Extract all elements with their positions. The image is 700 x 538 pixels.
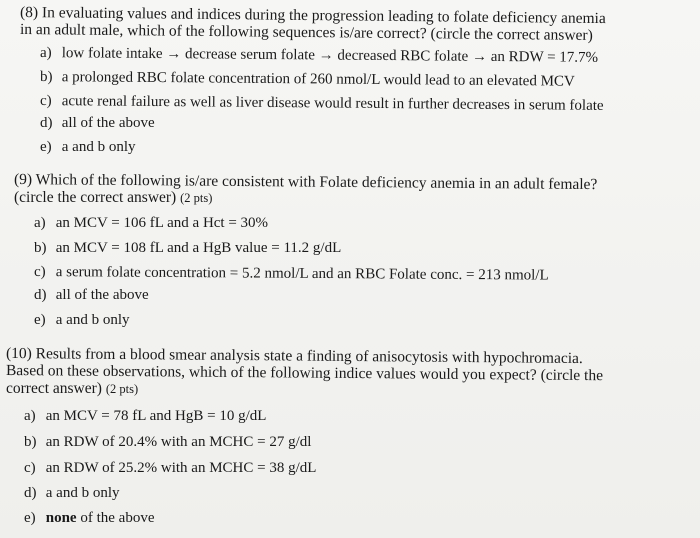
q8-option-c [40, 92, 604, 115]
q8-option-a [40, 44, 598, 67]
option-text: all of the above [55, 287, 149, 303]
q10-option-e [24, 509, 154, 527]
q9-points: (2 pts) [180, 191, 213, 205]
q10-option-d [24, 484, 119, 502]
q10-stem-line3: correct answer) [6, 380, 102, 397]
option-label: b) [39, 69, 53, 86]
q8-number: (8) [19, 4, 39, 22]
option-label: d) [34, 287, 47, 303]
q8-stem-line1: In evaluating values and indices during the progression leading to folate deficiency anemia [41, 4, 606, 28]
q10-line3 [6, 380, 138, 398]
q8-option-e [40, 138, 135, 156]
q10-option-b [24, 433, 311, 451]
option-text: acute renal failure as well as liver disease would result in further decreases in serum folate [61, 93, 604, 114]
option-text: a prolonged RBC folate concentration of 260 nmol/L would lead to an elevated MCV [61, 69, 575, 90]
q10-number: (10) [5, 345, 32, 363]
option-label: b) [34, 240, 47, 256]
option-text: a and b only [45, 485, 120, 501]
option-text: an MCV = 78 fL and HgB = 10 g/dL [45, 408, 267, 424]
option-text: an RDW of 20.4% with an MCHC = 27 g/dl [45, 434, 312, 450]
option-text: a and b only [61, 139, 136, 155]
option-text: of the above [76, 510, 155, 526]
option-text: a and b only [55, 312, 130, 328]
option-text: a serum folate concentration = 5.2 nmol/L and an RBC Folate conc. = 213 nmol/L [55, 264, 549, 284]
option-text: low folate intake → decrease serum folate → decreased RBC folate → an RDW = 17.7% [61, 45, 599, 66]
q10-stem-line2: Based on these observations, which of the following indice values would you expect? (circle the [5, 362, 604, 385]
option-label: d) [24, 485, 37, 501]
q8-option-b [40, 68, 575, 91]
option-label: a) [39, 45, 52, 62]
option-label: d) [40, 115, 53, 131]
option-label: c) [33, 264, 46, 281]
option-text: an MCV = 106 fL and a Hct = 30% [55, 215, 269, 231]
q9-option-b [34, 239, 341, 257]
q10-option-c [24, 459, 316, 477]
q10-option-a [24, 407, 266, 425]
q9-option-d [34, 286, 149, 304]
option-label: b) [24, 434, 37, 450]
q9-option-e [34, 311, 129, 329]
q8-stem-line2: in an adult male, which of the following sequences is/are correct? (circle the correct answer) [19, 21, 593, 44]
option-text: an RDW of 25.2% with an MCHC = 38 g/dL [45, 460, 317, 476]
option-label: a) [24, 408, 36, 424]
q9-option-c [34, 263, 549, 285]
option-text: all of the above [61, 115, 155, 131]
q8-option-d [40, 114, 155, 132]
option-emphasis: none [45, 510, 77, 526]
option-text: an MCV = 108 fL and a HgB value = 11.2 g/dL [55, 240, 342, 256]
q10-stem-line1: Results from a blood smear analysis state a finding of anisocytosis with hypochromacia. [35, 345, 583, 368]
option-label: a) [34, 215, 46, 231]
option-label: e) [40, 139, 52, 155]
q9-number: (9) [13, 171, 33, 189]
q10-points: (2 pts) [105, 382, 139, 396]
q9-line2 [14, 189, 212, 207]
option-label: e) [24, 510, 36, 526]
q9-stem-line2: (circle the correct answer) [14, 189, 177, 206]
q9-stem-line1: Which of the following is/are consistent with Folate deficiency anemia in an adult female? [35, 171, 598, 194]
q9-option-a [34, 214, 268, 232]
option-label: c) [24, 460, 36, 476]
option-label: e) [34, 312, 46, 328]
option-label: c) [39, 93, 52, 110]
